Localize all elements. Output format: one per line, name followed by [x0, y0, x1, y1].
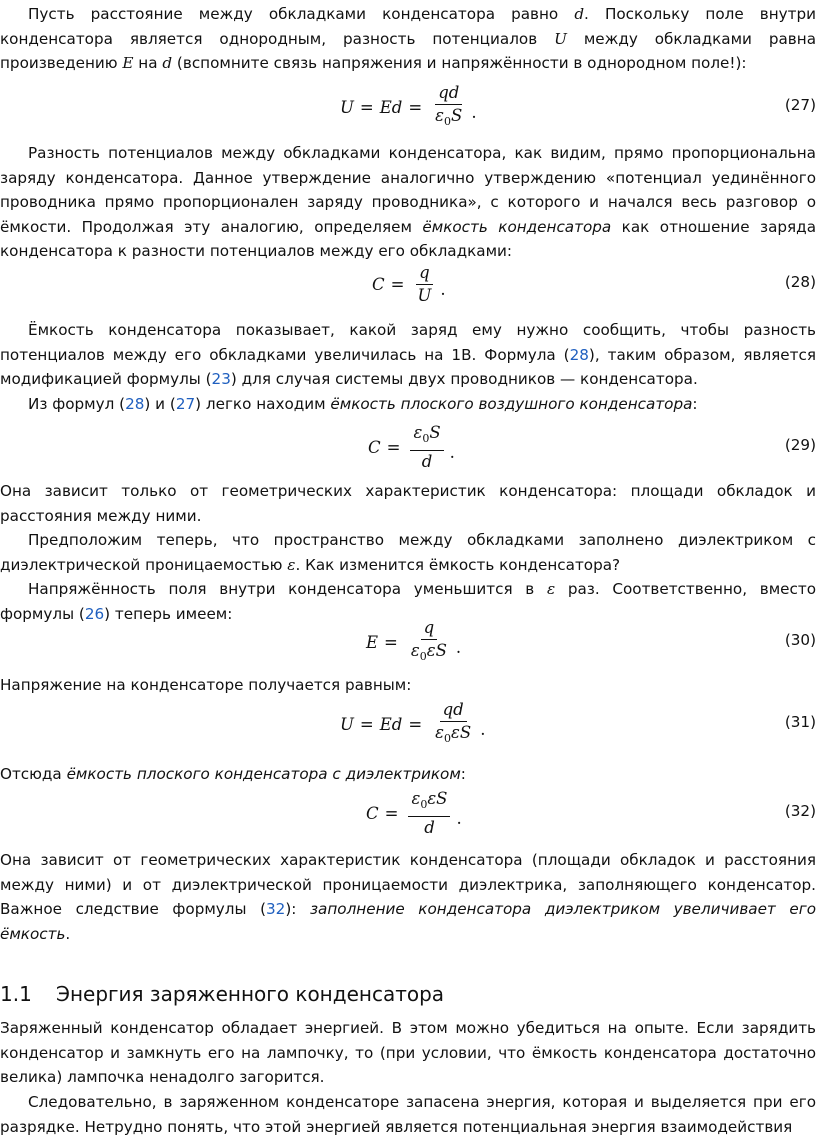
- section-number: 1.1: [0, 982, 32, 1006]
- text-run: .: [65, 924, 71, 943]
- math-U: U: [554, 29, 567, 48]
- equation-number: (29): [784, 436, 816, 454]
- section-title: Энергия заряженного конденсатора: [56, 982, 445, 1006]
- text-run: ), таким образом, является модификацией формулы (: [0, 345, 816, 388]
- emphasis-term: ёмкость плоского воздушного конденсатора: [330, 395, 693, 413]
- fraction-numerator: qd: [440, 700, 467, 722]
- fraction-denominator: $\varepsilon_0\varepsilon S$: [410, 640, 447, 663]
- text-run: ) теперь имеем:: [104, 604, 233, 623]
- equation-ref-link[interactable]: 28: [125, 395, 145, 413]
- fraction-numerator: $\varepsilon_0S$: [410, 423, 443, 451]
- emphasis-term: ёмкость плоского конденсатора с диэлектриком: [66, 765, 461, 783]
- paragraph-2: [0, 141, 816, 264]
- text-run: Пусть расстояние между обкладками конденсатора равно: [28, 5, 575, 23]
- fraction-denominator: U: [417, 285, 432, 305]
- text-run: как отношение заряда конденсатора к разности потенциалов между его обкладками:: [0, 217, 816, 260]
- text-run: Предположим теперь, что пространство между обкладками заполнено диэлектриком с диэлектрической проницаемостью: [0, 531, 816, 574]
- text-run: между обкладками равна произведению: [0, 29, 816, 72]
- text-run: . Поскольку поле внутри конденсатора является однородным, разность потенциалов: [0, 5, 816, 48]
- math-d: d: [574, 5, 585, 23]
- fraction: [408, 789, 450, 838]
- equation-31: U = Ed = $\frac{qd}{\varepsilon_0\varepsilon S}$ . (31): [0, 699, 816, 749]
- fraction: [414, 263, 434, 306]
- eq-lhs: C: [366, 803, 379, 823]
- text-run: Она зависит только от геометрических характеристик конденсатора: площади обкладок и расстояния между ними.: [0, 482, 816, 525]
- equation-number: (28): [784, 273, 816, 291]
- equation-30: E = $\frac{q}{\varepsilon_0\varepsilon S}$ . (30): [0, 617, 816, 667]
- text-run: на: [133, 54, 163, 72]
- equation-ref-link[interactable]: 26: [84, 604, 105, 623]
- eq-term: Ed: [379, 714, 403, 734]
- eq-lhs: C: [368, 437, 381, 457]
- emphasis-term: ёмкость конденсатора: [422, 217, 612, 236]
- text-run: Заряженный конденсатор обладает энергией. В этом можно убедиться на опыте. Если зарядить конденсатор и замкнуть его на лампочку, то (при условии, что ёмкость конденсатора достаточно велика) лампочка ненадолго загорится.: [0, 1019, 816, 1086]
- text-run: (вспомните связь напряжения и напряжённости в однородном поле!):: [172, 54, 747, 72]
- fraction: [432, 700, 474, 749]
- equation-ref-link[interactable]: 23: [211, 370, 231, 388]
- fraction: [408, 618, 450, 667]
- math-epsilon: ε: [546, 580, 556, 598]
- fraction: [410, 423, 443, 472]
- text-run: Она зависит от геометрических характеристик конденсатора (площади обкладок и расстояния между ними) и от диэлектрической проницаемости диэлектрика, заполняющего конденсатор. Важное следствие формулы (: [0, 851, 816, 918]
- text-run: Ёмкость конденсатора показывает, какой заряд ему нужно сообщить, чтобы разность потенциалов между его обкладками увеличилась на 1В. Формула (: [0, 321, 816, 364]
- paragraph-6: [0, 528, 816, 577]
- section-heading: [0, 980, 816, 1008]
- eq-lhs: U: [340, 97, 354, 117]
- fraction-numerator: q: [416, 263, 433, 285]
- text-run: ) и (: [144, 395, 176, 413]
- fraction-numerator: qd: [435, 83, 462, 105]
- fraction: [432, 83, 465, 132]
- text-run: Напряжённость поля внутри конденсатора уменьшится в: [28, 580, 547, 598]
- fraction-denominator: d: [421, 451, 433, 471]
- text-run: Разность потенциалов между обкладками конденсатора, как видим, прямо пропорциональна заряду конденсатора. Данное утверждение аналогично утверждению «потенциал уединённого проводника прямо пропорционален заряду проводника», с которого и начался весь разговор о ёмкости. Продолжая эту аналогию, определяем: [0, 144, 816, 236]
- text-run: :: [460, 765, 466, 783]
- equation-ref-link[interactable]: 32: [266, 900, 286, 918]
- paragraph-3: [0, 318, 816, 392]
- paragraph-9: [0, 762, 816, 787]
- fraction-numerator: q: [421, 618, 438, 640]
- emphasis-term: заполнение конденсатора диэлектриком увеличивает его ёмкость: [0, 900, 816, 943]
- text-run: ):: [285, 900, 310, 918]
- text-run: Отсюда: [0, 765, 67, 783]
- fraction-denominator: $\varepsilon_0S$: [435, 105, 463, 128]
- text-run: Следовательно, в заряженном конденсаторе запасена энергия, которая и выделяется при его разрядке. Нетрудно понять, что этой энергией является потенциальная энергия взаимодействия: [0, 1093, 816, 1136]
- text-run: :: [692, 395, 698, 413]
- text-run: ) для случая системы двух проводников — конденсатора.: [230, 370, 698, 388]
- eq-term: Ed: [379, 97, 403, 117]
- equation-27: U = Ed = $\frac{qd}{\varepsilon_0S}$ . (27): [0, 82, 816, 132]
- math-E: E: [122, 54, 134, 72]
- equation-29: C = $\frac{\varepsilon_0S}{d}$ . (29): [368, 422, 816, 471]
- text-run: . Как изменится ёмкость конденсатора?: [295, 555, 621, 574]
- paragraph-5: [0, 479, 816, 528]
- paragraph-4: [0, 392, 816, 417]
- equation-ref-link[interactable]: 28: [569, 345, 589, 364]
- equation-28: C = $\frac{q}{U}$ . (28): [372, 262, 816, 305]
- eq-lhs: E: [366, 632, 379, 652]
- equation-number: (30): [784, 631, 816, 649]
- math-epsilon: ε: [287, 555, 296, 574]
- paragraph-8: [0, 673, 816, 698]
- eq-lhs: U: [340, 714, 354, 734]
- paragraph-12: [0, 1090, 816, 1139]
- text-run: ) легко находим: [195, 395, 331, 413]
- paragraph-1: [0, 2, 816, 76]
- paragraph-10: [0, 848, 816, 946]
- text-run: Из формул (: [28, 395, 126, 413]
- equation-number: (27): [784, 96, 816, 114]
- equation-32: C = $\frac{\varepsilon_0\varepsilon S}{d}$ . (32): [366, 788, 816, 837]
- equation-ref-link[interactable]: 27: [175, 395, 196, 413]
- fraction-denominator: $\varepsilon_0\varepsilon S$: [435, 722, 472, 745]
- text-run: раз. Соответственно, вместо формулы (: [0, 580, 816, 623]
- equation-number: (32): [784, 802, 816, 820]
- eq-lhs: C: [372, 274, 385, 294]
- text-run: Напряжение на конденсаторе получается равным:: [0, 676, 412, 694]
- fraction-numerator: $\varepsilon_0\varepsilon S$: [408, 789, 450, 817]
- equation-number: (31): [784, 713, 816, 731]
- math-d: d: [162, 54, 173, 72]
- paragraph-11: [0, 1016, 816, 1090]
- fraction-denominator: d: [424, 817, 435, 837]
